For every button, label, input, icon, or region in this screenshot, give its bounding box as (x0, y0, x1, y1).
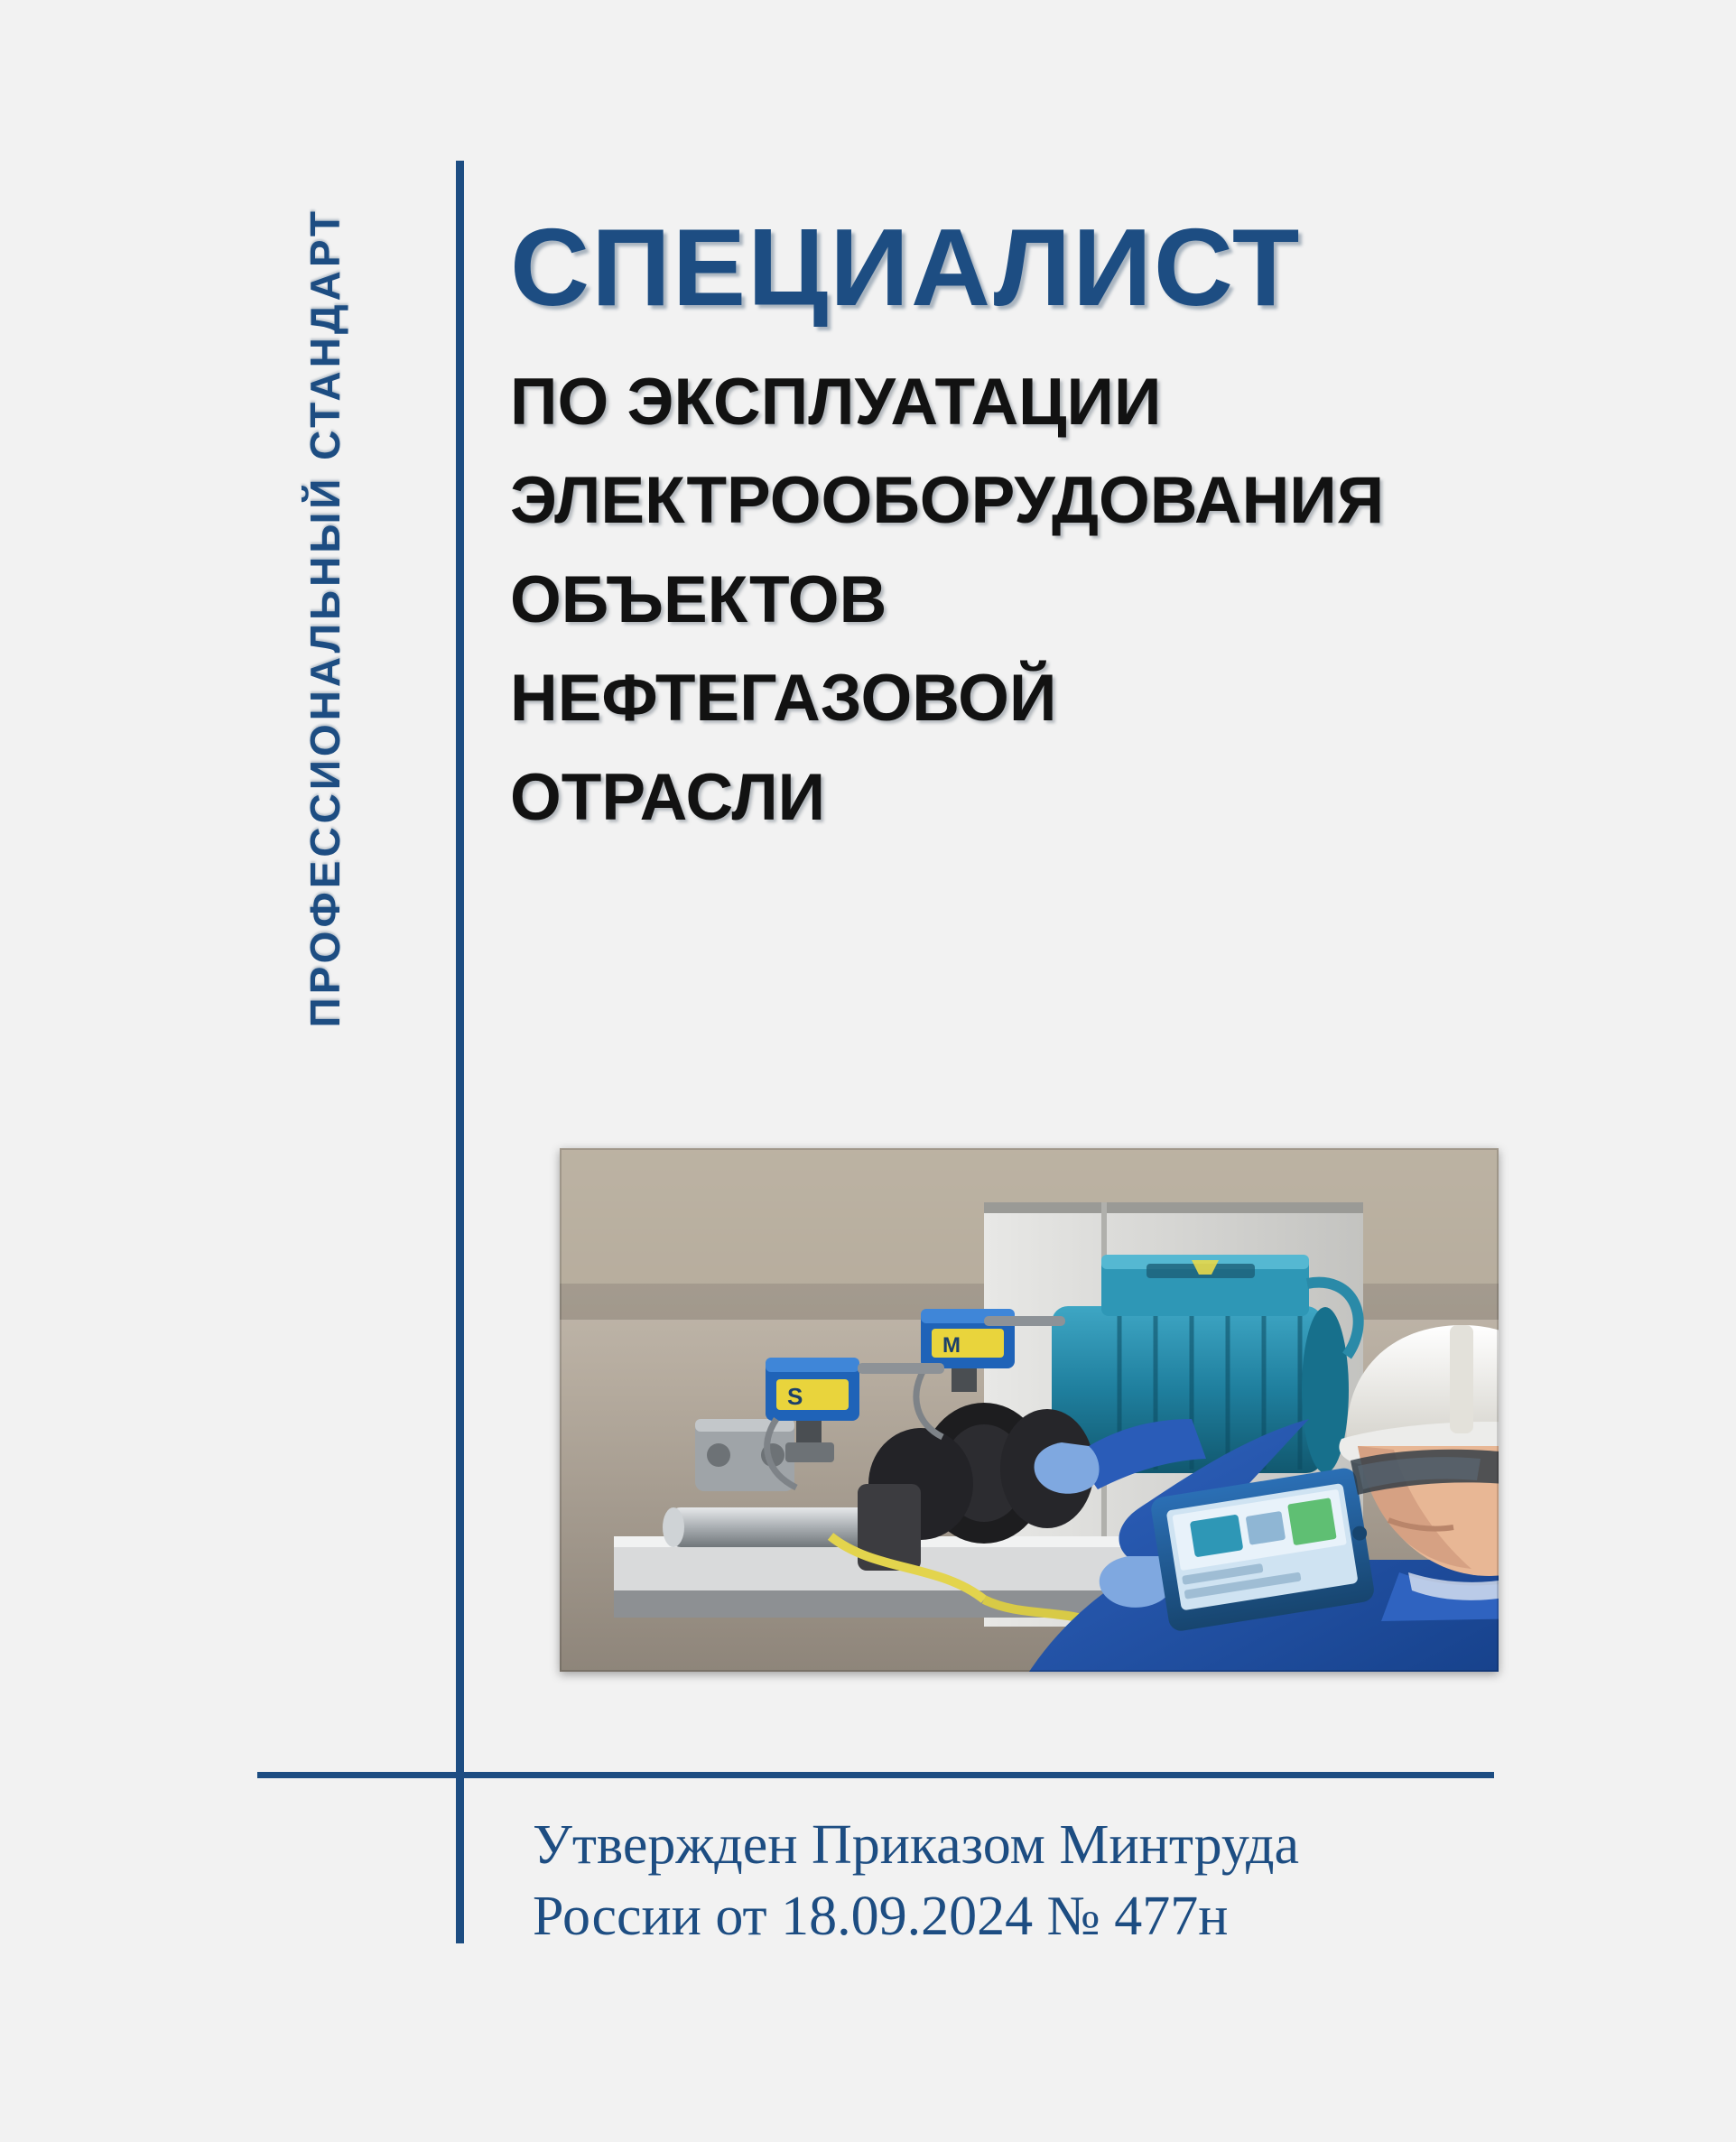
vertical-divider-rule (456, 161, 464, 1943)
page-subtitle-line-1: ПО ЭКСПЛУАТАЦИИ (510, 366, 1162, 439)
page-subtitle-line-4: НЕФТЕГАЗОВОЙ (510, 662, 1057, 736)
page-title: СПЕЦИАЛИСТ (510, 206, 1302, 329)
page-subtitle-line-2: ЭЛЕКТРООБОРУДОВАНИЯ (510, 464, 1385, 538)
page-subtitle (510, 360, 1503, 839)
page-subtitle-line-5: ОТРАСЛИ (510, 760, 826, 834)
spine-label-container (271, 208, 379, 1742)
svg-text:M: M (942, 1333, 961, 1358)
approval-note-line-1: Утвержден Приказом Минтруда (533, 1814, 1300, 1876)
title-block (510, 206, 1503, 854)
cover-photo (560, 1148, 1499, 1672)
horizontal-divider-rule (257, 1772, 1494, 1778)
approval-note-line-2: России от 18.09.2024 № 477н (533, 1886, 1229, 1948)
approval-note (533, 1810, 1508, 1953)
page-subtitle-line-3: ОБЪЕКТОВ (510, 562, 887, 636)
spine-label: ПРОФЕССИОНАЛЬНЫЙ СТАНДАРТ (302, 208, 348, 1028)
svg-text:S: S (787, 1383, 803, 1410)
